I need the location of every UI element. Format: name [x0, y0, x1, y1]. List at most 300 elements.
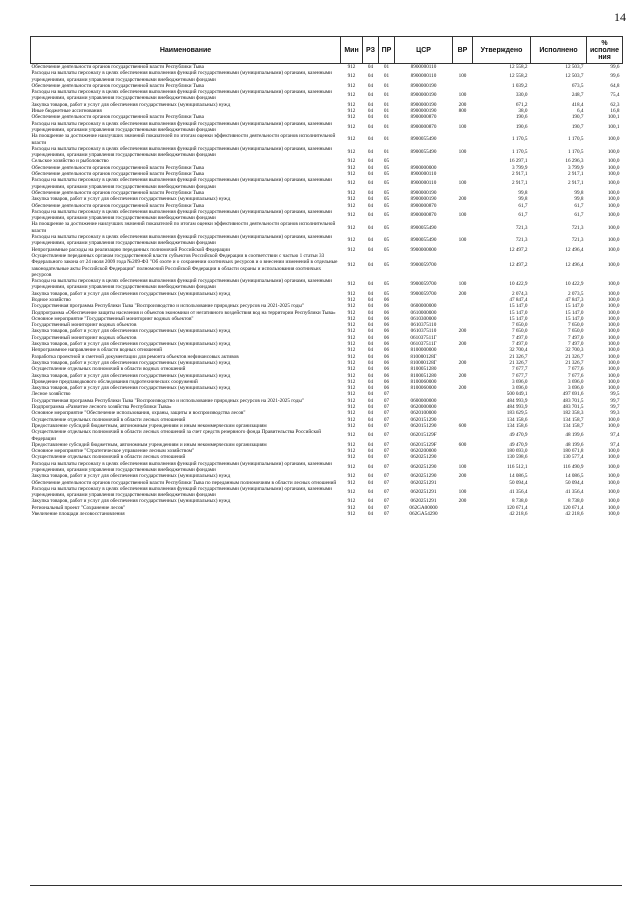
row-approved: 49 470,9 — [509, 432, 528, 439]
row-executed: 7 650,0 — [567, 322, 584, 329]
row-pr: 06 — [383, 322, 390, 329]
row-percent: 100,0 — [607, 246, 620, 253]
row-approved: 15 147,0 — [509, 303, 528, 310]
row-rz: 04 — [367, 498, 374, 505]
row-name: Обеспечение деятельности органов государственной власти Республики Тыва — [31, 189, 204, 196]
row-pr: 05 — [383, 171, 390, 178]
row-rz: 04 — [367, 262, 374, 269]
row-name: Непрограммное направление в области водных отношений — [31, 347, 163, 354]
row-approved: 10 422,9 — [509, 281, 528, 288]
row-rz: 04 — [367, 211, 374, 218]
row-csr: 8100051280 — [410, 372, 437, 379]
row-approved: 3 696,0 — [511, 378, 528, 385]
row-vr: 100 — [458, 123, 467, 130]
row-csr: 8100060000 — [410, 378, 437, 385]
row-rz: 04 — [367, 202, 374, 209]
row-name: Непрограммные расходы на реализацию переданных полномочий Российской Федерации — [31, 246, 230, 253]
row-vr: 200 — [458, 290, 467, 297]
row-min: 912 — [347, 108, 356, 115]
row-pr: 05 — [383, 290, 390, 297]
row-csr: 0620151290 — [410, 416, 437, 423]
row-csr: 8100060000 — [410, 385, 437, 392]
table-body — [31, 64, 623, 518]
table-row — [31, 121, 623, 134]
row-rz: 04 — [367, 180, 374, 187]
row-pr: 06 — [383, 353, 390, 360]
row-pr: 06 — [383, 378, 390, 385]
row-approved: 721,3 — [515, 237, 528, 244]
row-executed: 248,7 — [571, 92, 584, 99]
page-number: 14 — [614, 10, 626, 24]
row-pr: 07 — [383, 422, 390, 429]
row-rz: 04 — [367, 378, 374, 385]
row-rz: 04 — [367, 189, 374, 196]
row-approved: 49 470,9 — [509, 441, 528, 448]
row-min: 912 — [347, 262, 356, 269]
row-vr: 200 — [458, 372, 467, 379]
row-executed: 483 701,5 — [562, 404, 584, 411]
row-name: Осуществление отдельных полномочий в области лесных отношений — [31, 416, 186, 423]
row-rz: 04 — [367, 92, 374, 99]
row-vr: 100 — [458, 92, 467, 99]
row-executed: 180 671,8 — [562, 448, 584, 455]
row-executed: 483 701,5 — [562, 397, 584, 404]
row-name: Обеспечение деятельности органов государственной власти Республики Тыва — [31, 114, 204, 121]
row-approved: 180 693,0 — [506, 448, 528, 455]
row-min: 912 — [347, 479, 356, 486]
row-pr: 07 — [383, 441, 390, 448]
row-csr: 810000128Г — [410, 353, 437, 360]
row-approved: 8 738,0 — [511, 498, 528, 505]
row-pr: 06 — [383, 315, 390, 322]
row-executed: 190,7 — [571, 123, 584, 130]
row-csr: 0620251290 — [410, 454, 437, 461]
row-approved: 50 094,4 — [509, 479, 528, 486]
row-rz: 04 — [367, 341, 374, 348]
row-executed: 2 917,1 — [567, 171, 584, 178]
row-min: 912 — [347, 309, 356, 316]
row-percent: 100,0 — [607, 171, 620, 178]
row-rz: 04 — [367, 422, 374, 429]
row-vr — [453, 64, 473, 71]
row-name: Расходы на выплаты персоналу в целях обеспечения выполнения функций государственными (муниципальными) органами, казенными учреждениями, органами управления государственными внебюджетными фондами — [31, 460, 332, 473]
row-percent: 100,0 — [607, 303, 620, 310]
row-vr: 200 — [458, 196, 467, 203]
col-name: Наименование — [31, 37, 341, 64]
row-percent: 100,0 — [607, 366, 620, 373]
row-executed: 6,4 — [577, 108, 584, 115]
table-row — [31, 177, 623, 190]
row-approved: 47 847,4 — [509, 296, 528, 303]
row-pr: 07 — [383, 410, 390, 417]
row-executed: 721,3 — [571, 237, 584, 244]
row-min: 912 — [347, 353, 356, 360]
row-pr: 06 — [383, 334, 390, 341]
row-vr: 100 — [458, 211, 467, 218]
row-approved: 21 326,7 — [509, 359, 528, 366]
row-min: 912 — [347, 73, 356, 80]
row-approved: 721,3 — [515, 224, 528, 231]
row-min: 912 — [347, 64, 356, 70]
row-executed: 48 199,6 — [565, 441, 584, 448]
row-percent: 100,0 — [607, 296, 620, 303]
row-executed: 15 147,0 — [565, 315, 584, 322]
row-csr: 8900055490 — [410, 149, 437, 155]
row-min: 912 — [347, 171, 356, 178]
row-rz: 04 — [367, 334, 374, 341]
table-row — [31, 89, 623, 102]
row-csr: 8900000190 — [410, 108, 437, 115]
row-csr: 0610000000 — [410, 309, 437, 316]
row-percent: 100,0 — [607, 511, 620, 518]
row-pr: 01 — [383, 82, 390, 89]
budget-table — [30, 36, 623, 517]
row-min: 912 — [347, 385, 356, 392]
row-name: Закупка товаров, работ и услуг для обеспечения государственных (муниципальных) нужд — [31, 290, 231, 297]
row-pr: 07 — [383, 473, 390, 480]
row-min: 912 — [347, 82, 356, 89]
row-percent: 100,0 — [607, 489, 620, 496]
row-rz: 04 — [367, 101, 374, 108]
row-executed: 134 158,7 — [562, 416, 584, 423]
row-percent: 100,0 — [607, 378, 620, 385]
row-name: Закупка товаров, работ и услуг для обеспечения государственных (муниципальных) нужд — [31, 385, 231, 392]
row-vr — [453, 511, 473, 517]
row-name: Основное мероприятие "Государственный мониторинг водных объектов" — [31, 315, 194, 322]
row-pr: 07 — [383, 479, 390, 486]
row-rz: 04 — [367, 391, 374, 398]
row-executed: 3 696,0 — [567, 385, 584, 392]
row-rz: 04 — [367, 164, 374, 171]
row-name: Сельское хозяйство и рыболовство — [31, 158, 109, 165]
row-rz: 04 — [367, 281, 374, 288]
row-pr: 05 — [383, 262, 390, 269]
row-min: 912 — [347, 448, 356, 455]
row-percent: 100,0 — [607, 149, 620, 155]
row-rz: 04 — [367, 397, 374, 404]
row-executed: 721,3 — [571, 224, 584, 231]
row-pr: 07 — [383, 489, 390, 496]
table-row — [31, 146, 623, 159]
row-rz: 04 — [367, 237, 374, 244]
row-executed: 2 073,5 — [567, 290, 584, 297]
row-pr: 05 — [383, 189, 390, 196]
row-name: Расходы на выплаты персоналу в целях обеспечения выполнения функций государственными (муниципальными) органами, казенными учреждениями, органами управления государственными внебюджетными фондами — [31, 278, 332, 291]
row-min: 912 — [347, 422, 356, 429]
row-pr: 05 — [383, 246, 390, 253]
row-approved: 2 917,1 — [511, 180, 528, 187]
row-pr: 06 — [383, 366, 390, 373]
row-vr: 800 — [458, 108, 467, 115]
row-csr: 8900000870 — [410, 202, 437, 209]
row-csr: 0620151290 — [410, 422, 437, 429]
row-name: Расходы на выплаты персоналу в целях обеспечения выполнения функций государственными (муниципальными) органами, казенными учреждениями, органами управления государственными внебюджетными фондами — [31, 89, 332, 102]
row-percent: 99,5 — [610, 391, 620, 398]
row-percent: 99,6 — [610, 64, 620, 70]
row-percent: 100,0 — [607, 359, 620, 366]
table-row — [31, 133, 623, 146]
row-executed: 15 147,0 — [565, 309, 584, 316]
row-approved: 190,6 — [515, 114, 528, 121]
table-row — [31, 486, 623, 499]
row-percent: 64,8 — [610, 82, 620, 89]
row-executed: 47 847,3 — [565, 296, 584, 303]
row-approved: 484 993,9 — [506, 397, 528, 404]
row-csr: 8900000190 — [410, 82, 437, 89]
row-vr: 200 — [458, 385, 467, 392]
row-rz: 04 — [367, 123, 374, 130]
row-min: 912 — [347, 101, 356, 108]
row-approved: 16 297,1 — [509, 158, 528, 165]
row-rz: 04 — [367, 463, 374, 470]
row-pr: 05 — [383, 211, 390, 218]
row-name: Закупка товаров, работ и услуг для обеспечения государственных (муниципальных) нужд — [31, 328, 231, 335]
row-executed: 61,7 — [574, 211, 584, 218]
row-rz: 04 — [367, 114, 374, 121]
row-percent: 99,7 — [610, 397, 620, 404]
row-rz: 04 — [367, 347, 374, 354]
row-executed: 2 917,1 — [567, 180, 584, 187]
row-executed: 12 496,4 — [565, 262, 584, 269]
row-csr: 8900055490 — [410, 237, 437, 244]
row-approved: 671,2 — [515, 101, 528, 108]
row-rz: 04 — [367, 296, 374, 303]
row-csr: 062015129F — [410, 441, 437, 448]
row-percent: 100,0 — [607, 180, 620, 187]
row-rz: 04 — [367, 82, 374, 89]
row-csr: 0620251290 — [410, 463, 437, 470]
row-rz: 04 — [367, 366, 374, 373]
row-min: 912 — [347, 92, 356, 99]
row-executed: 7 677,6 — [567, 366, 584, 373]
row-csr: 0620200000 — [410, 448, 437, 455]
row-approved: 14 086,5 — [509, 473, 528, 480]
row-min: 912 — [347, 463, 356, 470]
row-approved: 500 049,1 — [506, 391, 528, 398]
row-percent: 100,0 — [607, 202, 620, 209]
row-approved: 7 650,0 — [511, 322, 528, 329]
row-min: 912 — [347, 391, 356, 398]
row-csr: 0610300000 — [410, 315, 437, 322]
row-pr: 07 — [383, 404, 390, 411]
row-name: Обеспечение деятельности органов государственной власти Республики Тыва по переданным полномочиям в области лесных отношений — [31, 479, 337, 486]
row-percent: 100,0 — [607, 224, 620, 231]
row-csr: 8900000110 — [410, 180, 437, 187]
row-name: Осуществление отдельных полномочий в области лесных отношений за счет средств резервного фонда Правительства Российской Федерации — [31, 429, 322, 442]
row-approved: 12 558,2 — [509, 73, 528, 80]
row-rz: 04 — [367, 246, 374, 253]
row-pr: 05 — [383, 164, 390, 171]
row-rz: 04 — [367, 290, 374, 297]
row-min: 912 — [347, 211, 356, 218]
row-min: 912 — [347, 290, 356, 297]
row-vr: 600 — [458, 422, 467, 429]
row-percent: 100,0 — [607, 473, 620, 480]
row-rz: 04 — [367, 416, 374, 423]
row-min: 912 — [347, 504, 356, 511]
table-row — [31, 278, 623, 291]
row-approved: 61,7 — [518, 211, 528, 218]
row-pr: 06 — [383, 303, 390, 310]
row-name: Осуществление отдельных полномочий в области лесных отношений — [31, 454, 186, 461]
row-executed: 61,7 — [574, 202, 584, 209]
row-pr: 06 — [383, 359, 390, 366]
row-executed: 99,8 — [574, 189, 584, 196]
row-percent: 100,0 — [607, 504, 620, 511]
row-min: 912 — [347, 397, 356, 404]
row-pr: 01 — [383, 123, 390, 130]
row-approved: 120 671,4 — [506, 504, 528, 511]
row-percent: 99,7 — [610, 404, 620, 411]
row-approved: 7 677,7 — [511, 372, 528, 379]
row-rz: 04 — [367, 73, 374, 80]
col-min: Мин — [341, 37, 363, 64]
row-csr: 0620251291 — [410, 498, 437, 505]
row-percent: 100,0 — [607, 196, 620, 203]
row-executed: 12 496,4 — [565, 246, 584, 253]
row-name: Государственный мониторинг водных объектов — [31, 334, 137, 341]
row-vr: 100 — [458, 463, 467, 470]
row-executed: 32 700,3 — [565, 347, 584, 354]
row-pr: 05 — [383, 224, 390, 231]
row-approved: 12 497,2 — [509, 262, 528, 269]
row-rz: 04 — [367, 303, 374, 310]
row-executed: 120 671,4 — [562, 504, 584, 511]
row-min: 912 — [347, 347, 356, 354]
row-csr: 0620251290 — [410, 473, 437, 480]
row-min: 912 — [347, 158, 356, 165]
row-percent: 97,4 — [610, 432, 620, 439]
row-csr: 0620100000 — [410, 410, 437, 417]
row-name: Разработка проектной и сметной документации для ремонта объектов нефинансовых активов — [31, 353, 239, 360]
row-approved: 1 170,5 — [511, 149, 528, 155]
row-percent: 100,0 — [607, 281, 620, 288]
row-rz: 04 — [367, 328, 374, 335]
row-name: Подпрограмма «Развитие лесного хозяйства Республики Тыва» — [31, 404, 172, 411]
row-min: 912 — [347, 432, 356, 439]
row-executed: 41 356,4 — [565, 489, 584, 496]
row-approved: 1 170,5 — [511, 136, 528, 143]
row-min: 912 — [347, 473, 356, 480]
row-name: Водное хозяйство — [31, 296, 71, 303]
row-executed: 8 738,0 — [567, 498, 584, 505]
row-min: 912 — [347, 196, 356, 203]
row-approved: 38,0 — [518, 108, 528, 115]
row-approved: 2 074,3 — [511, 290, 528, 297]
row-name: Расходы на выплаты персоналу в целях обеспечения выполнения функций государственными (муниципальными) органами, казенными учреждениями, органами управления государственными внебюджетными фондами — [31, 234, 332, 247]
row-approved: 7 677,7 — [511, 366, 528, 373]
row-percent: 99,6 — [610, 73, 620, 80]
row-percent: 100,0 — [607, 164, 620, 171]
row-csr: 0600000000 — [410, 397, 437, 404]
row-name: Государственная программа Республики Тыва "Воспроизводство и использование природных ресурсов на 2021-2025 годы" — [31, 397, 304, 404]
row-rz: 04 — [367, 504, 374, 511]
row-name: Расходы на выплаты персоналу в целях обеспечения выполнения функций государственными (муниципальными) органами, казенными учреждениями, органами управления государственными внебюджетными фондами — [31, 145, 332, 159]
row-executed: 673,5 — [571, 82, 584, 89]
row-pr: 05 — [383, 281, 390, 288]
row-csr: 8900000110 — [410, 64, 437, 70]
row-rz: 04 — [367, 108, 374, 115]
row-executed: 190,7 — [571, 114, 584, 121]
row-min: 912 — [347, 454, 356, 461]
row-executed: 1 170,5 — [567, 136, 584, 143]
table-header — [31, 37, 623, 64]
row-pr: 07 — [383, 498, 390, 505]
row-csr: 8100051280 — [410, 366, 437, 373]
row-name: Расходы на выплаты персоналу в целях обеспечения выполнения функций государственными (муниципальными) органами, казенными учреждениями, органами управления государственными внебюджетными фондами — [31, 120, 332, 133]
row-pr: 01 — [383, 73, 390, 80]
row-name: Обеспечение деятельности органов государственной власти Республики Тыва — [31, 171, 204, 178]
row-approved: 12 497,2 — [509, 246, 528, 253]
row-percent: 100,0 — [607, 416, 620, 423]
row-approved: 330,0 — [515, 92, 528, 99]
row-rz: 04 — [367, 353, 374, 360]
row-executed: 134 158,7 — [562, 422, 584, 429]
row-min: 912 — [347, 202, 356, 209]
row-min: 912 — [347, 296, 356, 303]
row-executed: 7 677,6 — [567, 372, 584, 379]
row-vr: 200 — [458, 359, 467, 366]
row-min: 912 — [347, 328, 356, 335]
row-percent: 100,0 — [607, 189, 620, 196]
col-rz: РЗ — [363, 37, 379, 64]
row-approved: 7 497,0 — [511, 334, 528, 341]
col-approved: Утверждено — [473, 37, 531, 64]
row-name: Осуществление переданных органам государственной власти субъектов Российской Федерации в соответствии с частью 1 статьи 33 Федерального закона от 24 июля 2009 года №209-ФЗ "Об охоте и о сохранении охотничьих ресурсов и о внесении изменений в отдельные законодательные акты Российской Федерации" полномочий Российской Федерации в области охраны и использования охотничьих ресурсов — [31, 252, 338, 278]
row-executed: 182 358,3 — [562, 410, 584, 417]
row-executed: 3 696,0 — [567, 378, 584, 385]
row-name: Обеспечение деятельности органов государственной власти Республики Тыва — [31, 64, 204, 70]
row-csr: 0620000000 — [410, 404, 437, 411]
row-min: 912 — [347, 303, 356, 310]
row-approved: 183 629,5 — [506, 410, 528, 417]
row-percent: 100,1 — [607, 114, 620, 121]
row-name: Проведение предпаводкового обследования гидротехнических сооружений — [31, 378, 198, 385]
row-csr: 8900000110 — [410, 171, 437, 178]
row-approved: 21 326,7 — [509, 353, 528, 360]
row-rz: 04 — [367, 309, 374, 316]
row-rz: 04 — [367, 511, 374, 518]
row-approved: 7 497,0 — [511, 341, 528, 348]
col-vr: ВР — [453, 37, 473, 64]
row-percent: 100,0 — [607, 454, 620, 461]
row-name: Обеспечение деятельности органов государственной власти Республики Тыва — [31, 164, 204, 171]
row-approved: 116 512,1 — [506, 463, 528, 470]
row-pr: 05 — [383, 158, 390, 165]
row-percent: 99,3 — [610, 410, 620, 417]
row-percent: 100,0 — [607, 322, 620, 329]
row-percent: 100,0 — [607, 211, 620, 218]
row-name: Обеспечение деятельности органов государственной власти Республики Тыва — [31, 202, 204, 209]
row-executed: 7 497,0 — [567, 334, 584, 341]
row-min: 912 — [347, 322, 356, 329]
row-approved: 99,8 — [518, 189, 528, 196]
row-csr: 0620251291 — [410, 489, 437, 496]
row-vr: 100 — [458, 281, 467, 288]
row-csr: 061037511Г — [410, 334, 437, 341]
row-approved: 99,8 — [518, 196, 528, 203]
row-pr: 01 — [383, 108, 390, 115]
row-rz: 04 — [367, 410, 374, 417]
row-csr: 8900055490 — [410, 224, 437, 231]
row-vr: 200 — [458, 498, 467, 505]
row-min: 912 — [347, 237, 356, 244]
row-percent: 100,0 — [607, 328, 620, 335]
row-pr: 01 — [383, 114, 390, 121]
row-vr: 100 — [458, 180, 467, 187]
row-csr: 8900000110 — [410, 73, 437, 80]
row-min: 912 — [347, 189, 356, 196]
